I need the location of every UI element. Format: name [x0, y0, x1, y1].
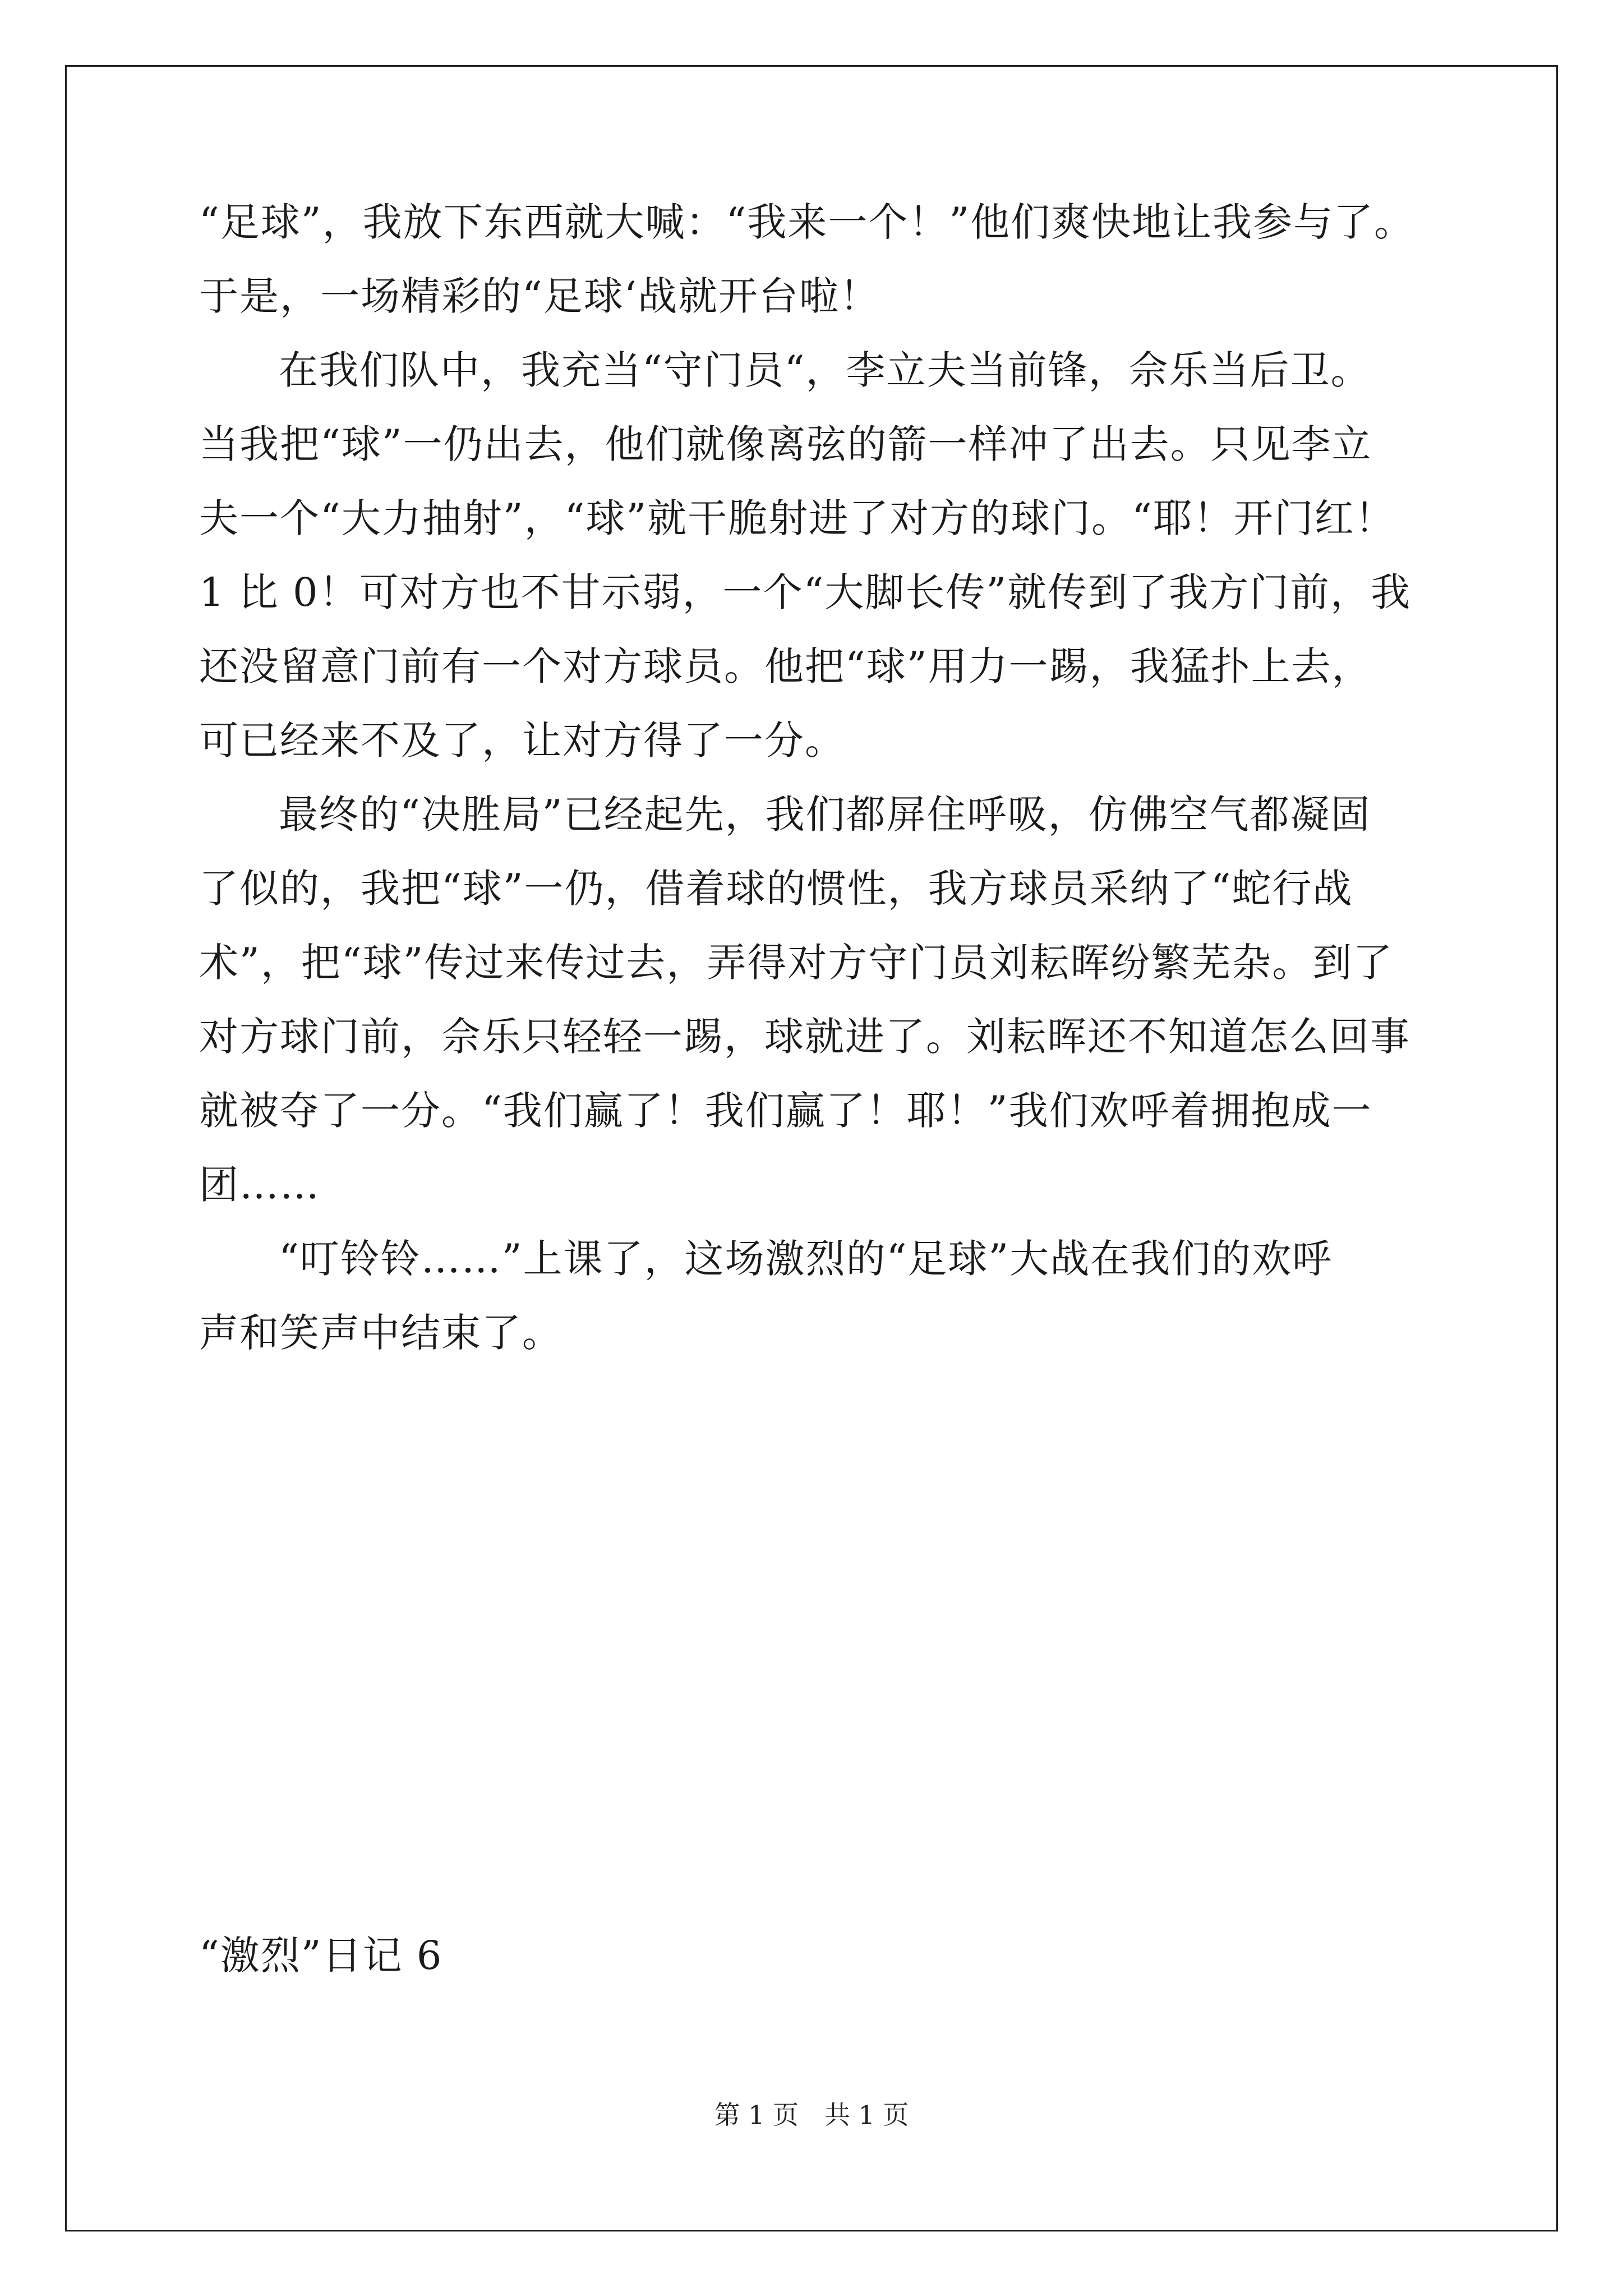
- text-line: 还没留意门前有一个对方球员。他把“球”用力一踢，我猛扑上去，: [199, 643, 1372, 689]
- text-line: 术”，把“球”传过来传过去，弄得对方守门员刘耘晖纷繁芜杂。到了: [199, 940, 1394, 986]
- section-heading: “激烈”日记 6: [199, 1932, 443, 1978]
- text-line: 当我把“球”一仍出去，他们就像离弦的箭一样冲了出去。只见李立: [199, 421, 1372, 467]
- text-line: 声和笑声中结束了。: [199, 1310, 562, 1356]
- text-line: 1 比 0！可对方也不甘示弱，一个“大脚长传”就传到了我方门前，我: [199, 569, 1412, 615]
- text-line: 于是，一场精彩的“足球‘战就开台啦！: [199, 273, 880, 319]
- text-line: 夫一个“大力抽射”，“球”就干脆射进了对方的球门。“耶！开门红！: [199, 495, 1395, 541]
- text-line: 就被夺了一分。“我们赢了！我们赢了！耶！”我们欢呼着拥抱成一: [199, 1088, 1372, 1134]
- text-line: 在我们队中，我充当“守门员“，李立夫当前锋，佘乐当后卫。: [279, 347, 1371, 393]
- text-line: 对方球门前，佘乐只轻轻一踢，球就进了。刘耘晖还不知道怎么回事: [199, 1014, 1410, 1060]
- text-line: 最终的“决胜局”已经起先，我们都屏住呼吸，仿佛空气都凝固: [279, 792, 1371, 838]
- page-total: 共 1 页: [824, 2100, 909, 2130]
- text-line: “叮铃铃……”上课了，这场激烈的“足球”大战在我们的欢呼: [279, 1236, 1333, 1282]
- text-line: “足球”，我放下东西就大喊：“我来一个！”他们爽快地让我参与了。: [199, 199, 1415, 245]
- page-footer: [0, 2098, 1623, 2132]
- text-line: 可已经来不及了，让对方得了一分。: [199, 717, 845, 763]
- text-line: 团……: [199, 1162, 320, 1208]
- page-number: 第 1 页: [714, 2100, 799, 2130]
- text-line: 了似的，我把“球”一仍，借着球的惯性，我方球员采纳了“蛇行战: [199, 866, 1353, 912]
- document-body: [199, 185, 1433, 1370]
